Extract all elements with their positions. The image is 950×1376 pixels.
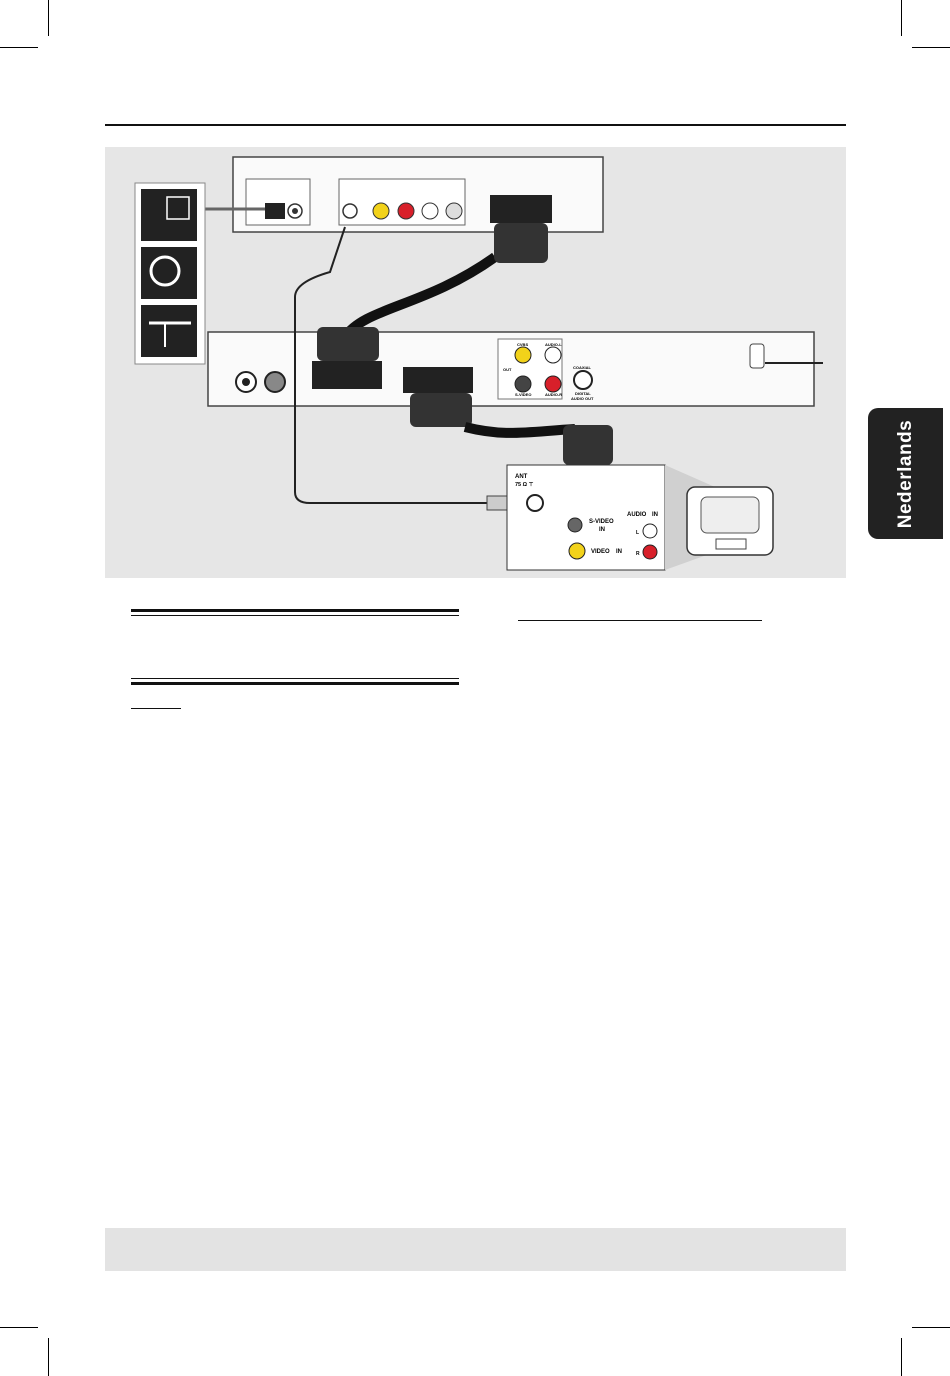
connection-diagram [105,147,846,578]
crop-mark [48,1338,49,1376]
rec-svideo: S-VIDEO [515,392,532,397]
crop-mark [901,1338,902,1376]
rec-coaxial: COAXIAL [573,365,591,370]
signal-source-icons [135,183,205,364]
section-rule [518,620,762,621]
crop-mark [912,1327,950,1328]
section-rule [131,678,459,679]
section-rule [131,609,459,612]
section-rule [131,615,459,616]
crop-mark [912,47,950,48]
crop-mark [0,1327,38,1328]
tv-back-panel [507,465,665,570]
rec-digital: DIGITAL [575,391,591,396]
note-underline [131,708,181,709]
tv-svideo-in: IN [599,527,605,533]
crop-mark [901,0,902,36]
rec-cvbs: CVBS [517,342,529,347]
tv-right: R [636,551,640,557]
language-tab [868,408,943,539]
header-rule [105,124,846,126]
tv-svideo-label: S-VIDEO [589,519,614,525]
tv-video-in: IN [616,549,622,555]
crop-mark [48,0,49,36]
tv-left: L [636,530,640,536]
tv-ant-label: ANT [515,474,528,480]
dvd-recorder [208,332,823,406]
tv-video-label: VIDEO [591,549,610,555]
tv-audio-in: IN [652,512,658,518]
rec-audio-l: AUDIO-L [545,342,562,347]
crop-mark [0,47,38,48]
rec-audio-out: AUDIO OUT [571,396,594,401]
rec-out: OUT [503,367,512,372]
television [665,465,773,570]
footer-tip-box [105,1228,846,1271]
rec-audio-r: AUDIO-R [545,392,563,397]
tv-ant-sub: 75 Ω ⊤ [515,482,534,488]
language-tab-label: Nederlands [894,419,916,528]
tv-audio-label: AUDIO [627,512,647,518]
section-rule [131,682,459,685]
